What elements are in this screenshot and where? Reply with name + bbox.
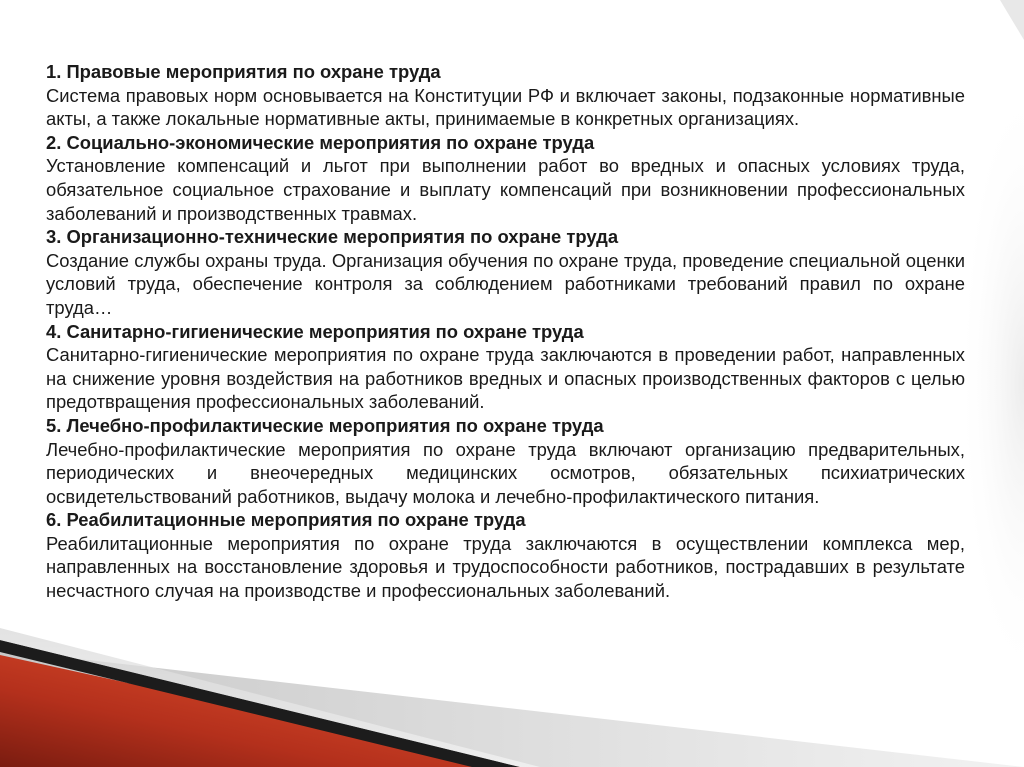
section-title: 3. Организационно-технические мероприятия по охране труда — [46, 226, 619, 248]
section-title: 5. Лечебно-профилактические мероприятия по охране труда — [46, 414, 604, 436]
section-medical-preventive — [46, 414, 965, 508]
section-title: 2. Социально-экономические мероприятия по охране труда — [46, 131, 595, 153]
section-socio-economic — [46, 131, 965, 225]
section-legal — [46, 60, 965, 131]
section-organizational-technical — [46, 225, 965, 319]
section-title: 4. Санитарно-гигиенические мероприятия по охране труда — [46, 320, 584, 342]
section-body: Система правовых норм основывается на Конституции РФ и включает законы, подзаконные нормативные акты, а также локальные нормативные акты, принимаемые в конкретных организациях. — [46, 84, 965, 130]
slide-content — [46, 60, 965, 603]
section-sanitary-hygienic — [46, 320, 965, 414]
section-body: Санитарно-гигиенические мероприятия по охране труда заключаются в проведении работ, направленных на снижение уровня воздействия на работников вредных и опасных производственных факторов с целью предотвращения профессиональных заболеваний. — [46, 344, 965, 413]
section-body: Создание службы охраны труда. Организация обучения по охране труда, проведение специальной оценки условий труда, обеспечение контроля за соблюдением работниками требований правил по охране труда… — [46, 249, 965, 318]
section-body: Реабилитационные мероприятия по охране труда заключаются в осуществлении комплекса мер, направленных на восстановление здоровья и трудоспособности работников, пострадавших в результате несчастного случая на производстве и профессиональных заболеваний. — [46, 532, 965, 602]
section-body: Лечебно-профилактические мероприятия по охране труда включают организацию предварительных, периодических и внеочередных медицинских осмотров, обязательных психиатрических освидетельствований работников, выдачу молока и лечебно-профилактического питания. — [46, 438, 965, 507]
section-rehabilitation — [46, 508, 965, 602]
section-body: Установление компенсаций и льгот при выполнении работ во вредных и опасных условиях труда, обязательное социальное страхование и выплату компенсаций при возникновении профессиональных заболеваний и производственных травмах. — [46, 155, 965, 224]
section-title: 1. Правовые мероприятия по охране труда — [46, 61, 441, 82]
section-title: 6. Реабилитационные мероприятия по охране труда — [46, 509, 526, 531]
